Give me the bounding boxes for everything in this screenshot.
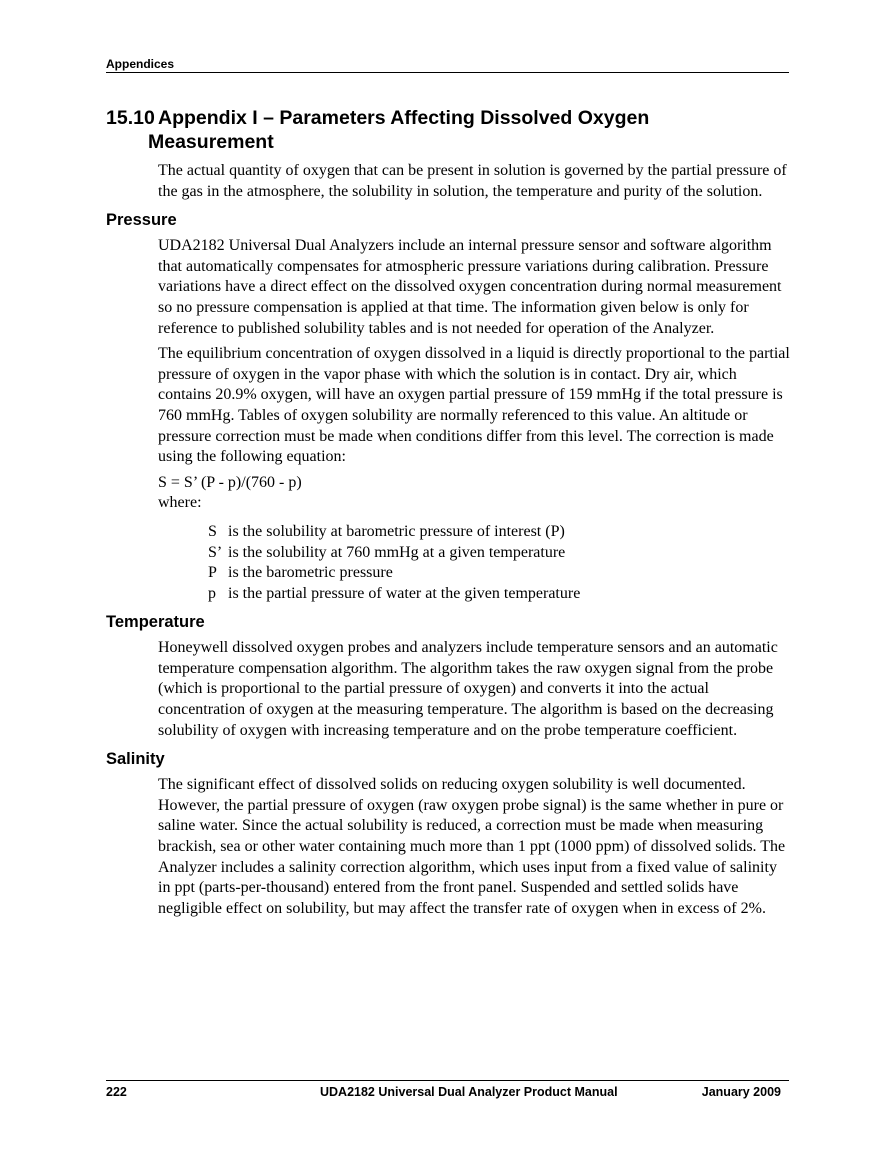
header-label: Appendices xyxy=(106,57,175,71)
definition-symbol: p xyxy=(208,584,216,602)
page-number: 222 xyxy=(106,1085,127,1099)
manual-title: UDA2182 Universal Dual Analyzer Product Manual xyxy=(320,1085,618,1099)
equation: S = S’ (P - p)/(760 - p) xyxy=(158,473,302,491)
definition-text: is the barometric pressure xyxy=(228,564,393,582)
temperature-paragraph: Honeywell dissolved oxygen probes and analyzers include temperature sensors and an automatic temperature compensation algorithm. The algorithm takes the raw oxygen signal from the probe (which is proportional to the partial pressure of oxygen) and converts it into the actual concentration of oxygen at the measuring temperature. The algorithm is based on the decreasing solubility of oxygen with increasing temperature and on the probe temperature coefficient. xyxy=(158,639,778,739)
definition-symbol: S xyxy=(208,522,217,540)
definition-text: is the partial pressure of water at the given temperature xyxy=(228,584,581,602)
section-title-line2: Measurement xyxy=(148,131,274,153)
definition-item xyxy=(208,563,796,584)
pressure-paragraph-2: The equilibrium concentration of oxygen dissolved in a liquid is directly proportional to the partial pressure of oxygen in the vapor phase with which the solution is in contact. Dry air, which contains 20.9% oxygen, will have an oxygen partial pressure of 159 mmHg if the total pressure is 760 mmHg. Tables of oxygen solubility are normally referenced to this value. An altitude or pressure correction must be made when conditions differ from this level. The correction is made using the following equation: xyxy=(158,345,790,466)
intro-paragraph: The actual quantity of oxygen that can be present in solution is governed by the partial pressure of the gas in the atmosphere, the solubility in solution, the temperature and purity of the solution. xyxy=(158,162,787,200)
where-label: where: xyxy=(158,494,202,512)
salinity-paragraph: The significant effect of dissolved solids on reducing oxygen solubility is well documented. However, the partial pressure of oxygen (raw oxygen probe signal) is the same whether in pure or saline water. Since the actual solubility is reduced, a correction must be made when measuring brackish, sea or other water containing much more than 1 ppt (1000 ppm) of dissolved solids. The Analyzer includes a salinity correction algorithm, which uses input from a fixed value of salinity in ppt (parts-per-thousand) entered from the front panel. Suspended and settled solids have negligible effect on solubility, but may affect the transfer rate of oxygen when in excess of 2%. xyxy=(158,776,786,917)
temperature-heading: Temperature xyxy=(106,613,205,632)
definition-symbol: P xyxy=(208,564,217,582)
definitions-list xyxy=(208,522,796,604)
equation-block xyxy=(158,473,796,514)
section-number: 15.10 xyxy=(106,107,155,129)
page-header xyxy=(106,57,789,73)
pressure-heading: Pressure xyxy=(106,211,177,230)
page-footer xyxy=(106,1080,789,1103)
definition-item xyxy=(208,543,796,564)
page-content xyxy=(106,161,796,924)
publication-date: January 2009 xyxy=(701,1085,781,1099)
definition-symbol: S’ xyxy=(208,543,223,561)
section-title xyxy=(106,106,796,154)
section-title-line1: Appendix I – Parameters Affecting Dissolved Oxygen xyxy=(158,107,650,129)
definition-item xyxy=(208,584,796,605)
definition-text: is the solubility at 760 mmHg at a given temperature xyxy=(228,543,566,561)
definition-item xyxy=(208,522,796,543)
pressure-paragraph-1: UDA2182 Universal Dual Analyzers include an internal pressure sensor and software algorithm that automatically compensates for atmospheric pressure variations during calibration. Pressure variations have a direct effect on the dissolved oxygen concentration during normal measurement so no pressure compensation is applied at that time. The information given below is only for reference to published solubility tables and is not needed for operation of the Analyzer. xyxy=(158,237,782,337)
salinity-heading: Salinity xyxy=(106,750,165,769)
definition-text: is the solubility at barometric pressure of interest (P) xyxy=(228,522,565,540)
